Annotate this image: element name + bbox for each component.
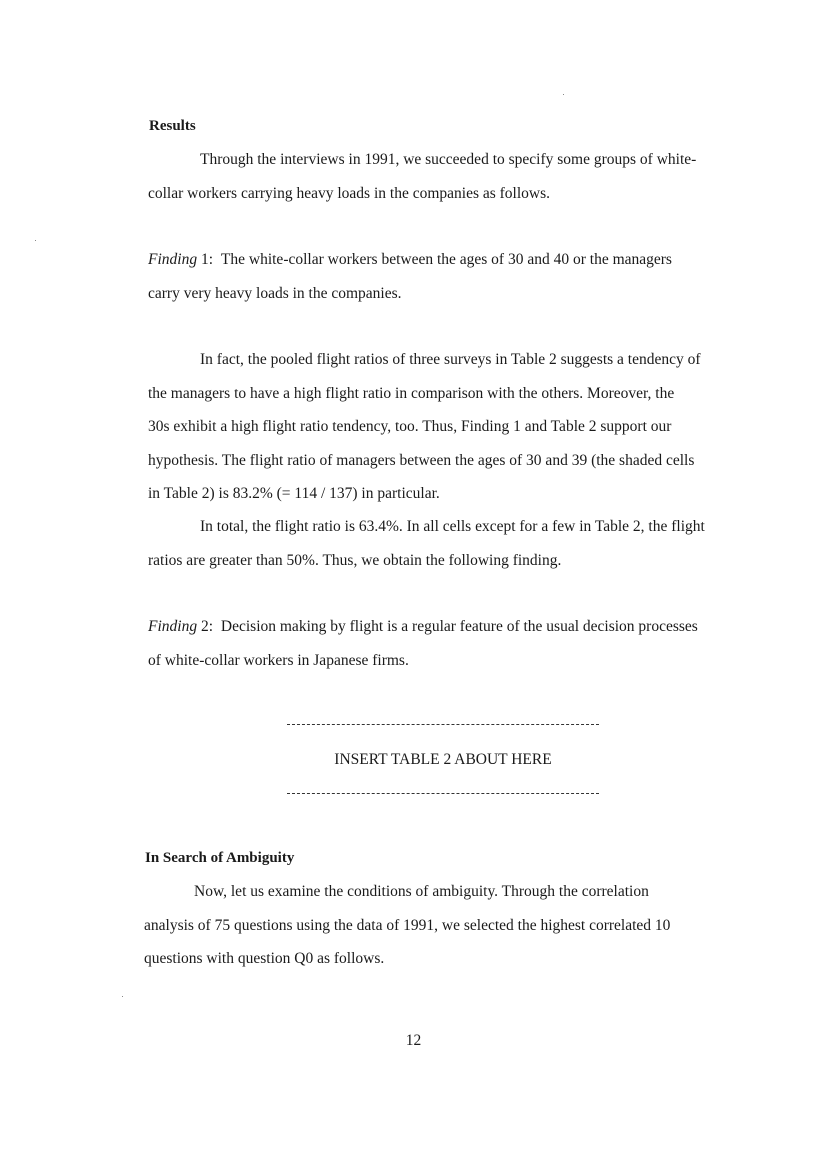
ambiguity-line: Now, let us examine the conditions of ambiguity. Through the correlation [194, 883, 649, 900]
scan-speck [35, 240, 36, 241]
finding-2-number: 2: [200, 618, 214, 635]
discussion-line: ratios are greater than 50%. Thus, we obtain the following finding. [148, 552, 562, 569]
scan-speck [122, 996, 123, 997]
finding-2-second-line: of white-collar workers in Japanese firms. [148, 652, 409, 669]
discussion-line: the managers to have a high flight ratio in comparison with the others. Moreover, the [148, 385, 675, 402]
insert-notice-bottom-rule [287, 793, 599, 794]
insert-table-notice: INSERT TABLE 2 ABOUT HERE [334, 751, 552, 768]
results-heading: Results [149, 118, 196, 134]
discussion-line: In total, the flight ratio is 63.4%. In all cells except for a few in Table 2, the flight [200, 518, 705, 535]
insert-notice-top-rule [287, 724, 599, 725]
discussion-line: 30s exhibit a high flight ratio tendency, too. Thus, Finding 1 and Table 2 support our [148, 418, 672, 435]
finding-1-second-line: carry very heavy loads in the companies. [148, 285, 402, 302]
discussion-line: In fact, the pooled flight ratios of three surveys in Table 2 suggests a tendency of [200, 351, 701, 368]
ambiguity-line: questions with question Q0 as follows. [144, 950, 385, 967]
finding-2-label: Finding [148, 618, 198, 635]
page-number: 12 [405, 1032, 422, 1049]
finding-1-label: Finding [148, 251, 198, 268]
ambiguity-line: analysis of 75 questions using the data of 1991, we selected the highest correlated 10 [144, 917, 671, 934]
ambiguity-heading: In Search of Ambiguity [145, 850, 295, 866]
finding-1-first-line [148, 252, 672, 268]
finding-1-text: The white-collar workers between the ages of 30 and 40 or the managers [220, 251, 672, 268]
scan-speck [563, 94, 564, 95]
discussion-line: in Table 2) is 83.2% (= 114 / 137) in particular. [148, 485, 440, 502]
finding-2-text: Decision making by flight is a regular feature of the usual decision processes [220, 618, 698, 635]
discussion-line: hypothesis. The flight ratio of managers between the ages of 30 and 39 (the shaded cells [148, 452, 695, 469]
finding-1-number: 1: [200, 251, 214, 268]
results-paragraph-line: collar workers carrying heavy loads in the companies as follows. [148, 185, 551, 202]
results-paragraph-line: Through the interviews in 1991, we succeeded to specify some groups of white- [200, 151, 697, 168]
finding-2-first-line [148, 619, 698, 635]
